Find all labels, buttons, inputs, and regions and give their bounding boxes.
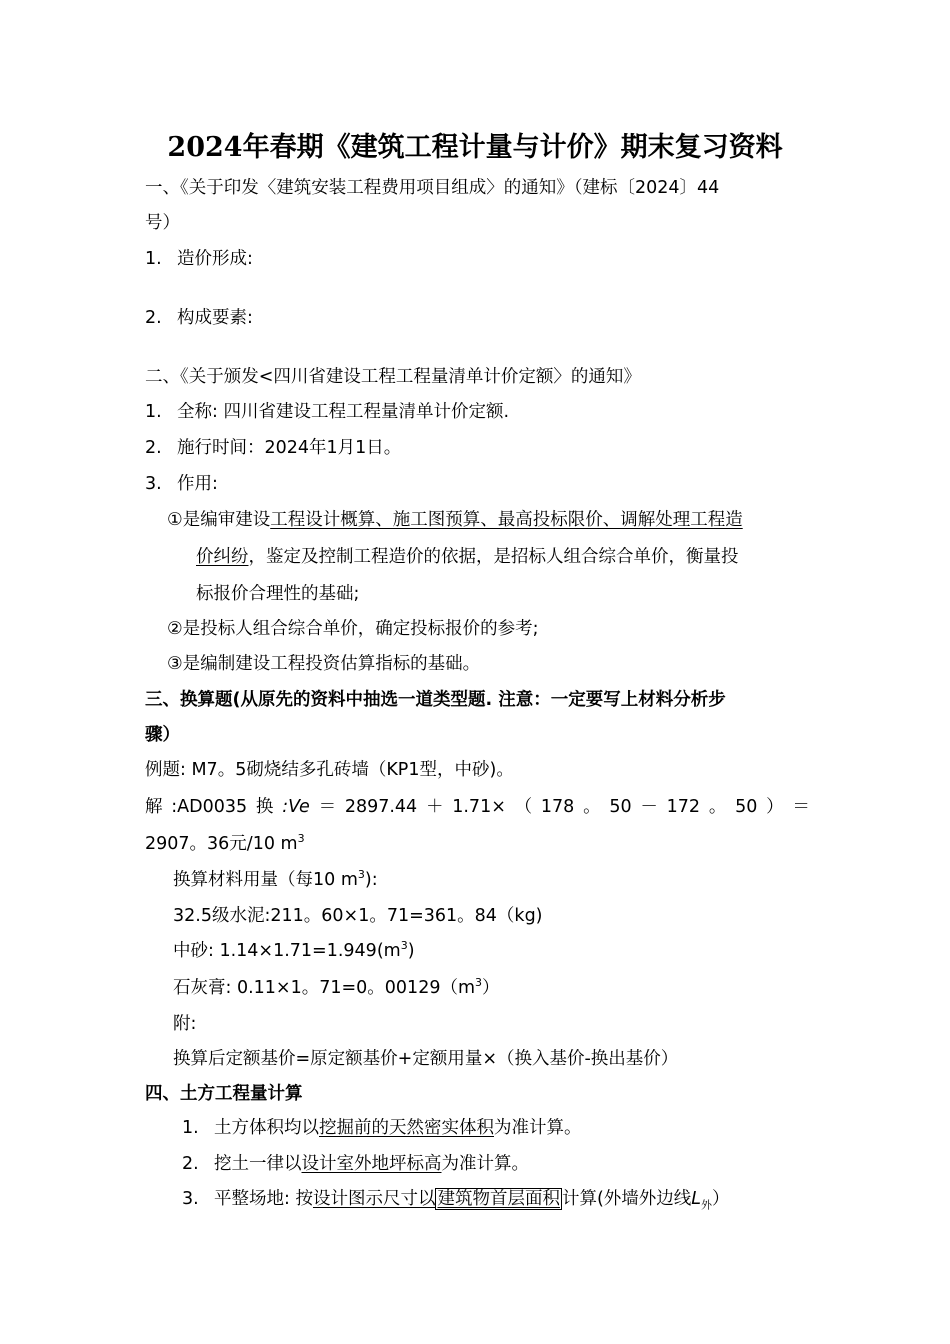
solution-token: （: [514, 797, 533, 817]
solution-token: 。: [583, 797, 601, 817]
item-number: 2.: [145, 308, 162, 328]
solution-token: 50: [735, 797, 758, 817]
function-1-line-3: 标报价合理性的基础;: [196, 584, 360, 604]
function-1-rest: ，鉴定及控制工程造价的依据，是招标人组合综合单价，衡量投: [248, 547, 739, 567]
item-number: 2.: [182, 1154, 199, 1174]
superscript: 3: [400, 939, 408, 953]
item-number: 1.: [145, 402, 162, 422]
section-1-heading-cont: 号）: [145, 213, 180, 233]
lime-text: 石灰膏: 0.11×1。71=0。00129（m: [173, 978, 476, 998]
section-2-heading: 二、《关于颁发<四川省建设工程工程量清单计价定额〉的通知》: [145, 367, 641, 387]
example-line: 例题: M7。5砌烧结多孔砖墙（KP1型，中砂)。: [145, 760, 514, 780]
item-text: 作用:: [177, 474, 218, 494]
solution-token: ＋: [425, 797, 444, 817]
item-text: 挖土一律以: [214, 1154, 302, 1174]
material-heading: [173, 868, 838, 892]
superscript: 3: [475, 976, 483, 990]
superscript: 3: [357, 868, 365, 882]
section-2-item-1: [145, 400, 810, 424]
function-1-line-1: [167, 508, 807, 532]
function-1-line-2: [196, 545, 806, 569]
item-text: 构成要素:: [177, 308, 253, 328]
item-number: 3.: [182, 1189, 199, 1209]
attach-label: 附:: [173, 1014, 197, 1034]
section-3-heading-cont: 骤）: [145, 725, 180, 745]
closing-paren: ）: [712, 1189, 730, 1209]
solution-result: 2907。36元/10 m: [145, 834, 298, 854]
item-text: 全称: 四川省建设工程工程量清单计价定额.: [177, 402, 510, 422]
solution-token: 1.71×: [452, 797, 506, 817]
lime-end: ）: [482, 978, 500, 998]
item-text-end: 为准计算。: [494, 1118, 582, 1138]
solution-token: ＝: [318, 797, 337, 817]
item-number: 1.: [182, 1118, 199, 1138]
section-1-item-2: [145, 306, 810, 330]
solution-token: －: [640, 797, 658, 817]
solution-token: 172: [666, 797, 701, 817]
item-text: 施行时间：2024年1月1日。: [177, 438, 402, 458]
function-2: ②是投标人组合综合单价，确定投标报价的参考;: [167, 619, 539, 639]
section-3-heading: 三、换算题(从原先的资料中抽选一道类型题. 注意：一定要写上材料分析步: [145, 690, 726, 710]
solution-token: 换: [255, 797, 274, 817]
solution-token: 。: [708, 797, 727, 817]
solution-token: :Ve: [282, 797, 310, 817]
item-underlined: 挖掘前的天然密实体积: [319, 1118, 494, 1138]
solution-token: 2897.44: [344, 797, 418, 817]
subscript: 外: [701, 1198, 713, 1212]
section-1-item-1: [145, 247, 810, 271]
item-number: 3.: [145, 474, 162, 494]
solution-line-1: [145, 795, 810, 819]
solution-token: 178: [540, 797, 575, 817]
section-4-heading: 四、土方工程量计算: [145, 1084, 303, 1104]
lime-line: [173, 976, 838, 1000]
solution-token: :AD0035: [171, 797, 248, 817]
item-text: 土方体积均以: [214, 1118, 319, 1138]
section-2-item-2: [145, 436, 810, 460]
section-2-item-3: [145, 472, 810, 496]
function-1-prefix: ①是编审建设: [167, 510, 271, 530]
material-heading-text: 换算材料用量（每10 m: [173, 870, 358, 890]
item-text: 平整场地: 按: [214, 1189, 313, 1209]
section-4-item-1: [182, 1116, 847, 1140]
solution-token: 解: [145, 797, 163, 817]
section-4-item-3: [182, 1187, 847, 1211]
item-underlined: 设计图示尺寸以: [312, 1189, 436, 1209]
solution-token: ＝: [792, 797, 810, 817]
material-heading-end: ):: [364, 870, 378, 890]
page-title: 2024年春期《建筑工程计量与计价》期末复习资料: [167, 132, 783, 163]
item-boxed-text: 建筑物首层面积: [437, 1189, 560, 1209]
function-1-underlined: 工程设计概算、施工图预算、最高投标限价、调解处理工程造: [270, 510, 743, 530]
item-underlined: 设计室外地坪标高: [301, 1154, 442, 1174]
section-4-item-2: [182, 1152, 847, 1176]
formula-line: 换算后定额基价=原定额基价+定额用量×（换入基价-换出基价）: [173, 1049, 679, 1069]
solution-token: ）: [766, 797, 784, 817]
sand-line: [173, 939, 838, 963]
sand-text: 中砂: 1.14×1.71=1.949(m: [173, 941, 401, 961]
item-text: 造价形成:: [177, 249, 253, 269]
item-number: 1.: [145, 249, 162, 269]
sand-end: ): [407, 941, 415, 961]
superscript: 3: [297, 832, 305, 846]
solution-line-2: [145, 832, 810, 856]
cement-line: 32.5级水泥:211。60×1。71=361。84（kg): [173, 906, 543, 926]
section-1-heading: 一、《关于印发〈建筑安装工程费用项目组成〉的通知》（建标〔2024〕44: [145, 178, 720, 198]
solution-token: 50: [609, 797, 632, 817]
item-number: 2.: [145, 438, 162, 458]
function-1-underlined-2: 价纠纷: [196, 547, 249, 567]
function-3: ③是编制建设工程投资估算指标的基础。: [167, 654, 481, 674]
item-text-end: 为准计算。: [441, 1154, 529, 1174]
symbol-l: L: [691, 1189, 702, 1209]
item-text-end: 计算(外墙外边线: [561, 1189, 692, 1209]
